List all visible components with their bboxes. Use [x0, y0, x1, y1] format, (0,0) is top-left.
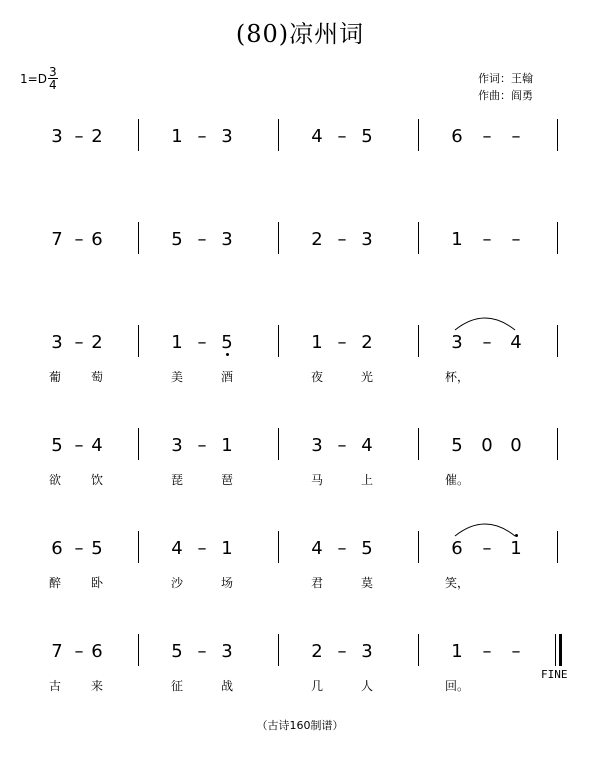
bar-line [278, 428, 279, 460]
dash-note: – [197, 435, 207, 456]
bar-line [557, 428, 558, 460]
dash-note: – [337, 126, 347, 147]
lyric-char: 回。 [445, 679, 470, 693]
dash-note: – [197, 229, 207, 250]
lyric-char: 催。 [445, 473, 470, 487]
bar-line [278, 634, 279, 666]
composer-credit: 作曲：阎勇 [478, 89, 533, 102]
note: 4 [91, 435, 103, 456]
time-signature [48, 66, 58, 91]
note: 0 [510, 435, 522, 456]
note: 5 [51, 435, 63, 456]
dash-note: – [337, 538, 347, 559]
note: 2 [361, 332, 373, 353]
note: 6 [451, 126, 463, 147]
note: 4 [510, 332, 522, 353]
note: 6 [51, 538, 63, 559]
note: 5 [361, 538, 373, 559]
bar-line [418, 119, 419, 151]
note: 5 [171, 229, 183, 250]
note: 1 [451, 229, 463, 250]
dash-note: – [482, 538, 492, 559]
lyric-char: 君 [310, 576, 323, 590]
score-line [0, 332, 600, 412]
note: 2 [91, 332, 103, 353]
dash-note: – [337, 332, 347, 353]
dash-note: – [197, 332, 207, 353]
bar-line [138, 531, 139, 563]
slur [452, 312, 518, 332]
note: 6 [451, 538, 463, 559]
lyric-char: 杯， [445, 370, 470, 384]
bar-line [418, 531, 419, 563]
octave-dot-below [226, 353, 229, 356]
note: 3 [171, 435, 183, 456]
dash-note: – [482, 641, 492, 662]
bar-line [418, 325, 419, 357]
lyric-char: 醉 [48, 576, 61, 590]
bar-line [138, 222, 139, 254]
note: 3 [451, 332, 463, 353]
note: 1 [221, 435, 233, 456]
lyric-char: 卧 [90, 576, 103, 590]
key-prefix: 1=D [20, 71, 47, 86]
score-line [0, 435, 600, 515]
dash-note: – [197, 126, 207, 147]
note: 3 [51, 126, 63, 147]
credits [478, 70, 533, 104]
note: 5 [91, 538, 103, 559]
bar-line [278, 119, 279, 151]
note: 4 [311, 538, 323, 559]
note: 3 [361, 641, 373, 662]
final-barline-thin [555, 634, 556, 666]
note: 4 [311, 126, 323, 147]
song-title: (80)凉州词 [235, 20, 365, 48]
dash-note: – [197, 538, 207, 559]
bar-line [418, 428, 419, 460]
bar-line [418, 222, 419, 254]
dash-note: – [74, 126, 84, 147]
note: 7 [51, 229, 63, 250]
note: 5 [221, 332, 233, 353]
note: 3 [51, 332, 63, 353]
note: 6 [91, 641, 103, 662]
note: 2 [91, 126, 103, 147]
lyric-char: 几 [310, 679, 323, 693]
note: 1 [451, 641, 463, 662]
lyric-char: 人 [360, 679, 373, 693]
dash-note: – [74, 435, 84, 456]
bar-line [557, 531, 558, 563]
score-line [0, 229, 600, 309]
score-line [0, 641, 600, 721]
footer-note: （古诗160制谱） [256, 719, 344, 732]
note: 1 [171, 126, 183, 147]
dash-note: – [511, 229, 521, 250]
note: 1 [221, 538, 233, 559]
slur [452, 518, 518, 538]
dash-note: – [482, 332, 492, 353]
note: 5 [171, 641, 183, 662]
time-beats: 3 [48, 65, 57, 79]
lyric-char: 沙 [170, 576, 183, 590]
dash-note: – [74, 641, 84, 662]
dash-note: – [197, 641, 207, 662]
lyric-char: 美 [170, 370, 183, 384]
dash-note: – [74, 332, 84, 353]
lyric-char: 酒 [220, 370, 233, 384]
note: 7 [51, 641, 63, 662]
bar-line [138, 428, 139, 460]
bar-line [557, 222, 558, 254]
dash-note: – [337, 229, 347, 250]
dash-note: – [511, 126, 521, 147]
score-line [0, 538, 600, 618]
lyric-char: 光 [360, 370, 373, 384]
lyric-char: 萄 [90, 370, 103, 384]
note: 6 [91, 229, 103, 250]
dash-note: – [482, 126, 492, 147]
note: 3 [311, 435, 323, 456]
bar-line [138, 325, 139, 357]
dash-note: – [74, 229, 84, 250]
note: 2 [311, 641, 323, 662]
note: 4 [361, 435, 373, 456]
score-line [0, 126, 600, 206]
time-unit: 4 [48, 78, 57, 92]
lyric-char: 征 [170, 679, 183, 693]
lyric-char: 饮 [90, 473, 103, 487]
bar-line [278, 222, 279, 254]
lyric-char: 上 [360, 473, 373, 487]
note: 5 [451, 435, 463, 456]
key-signature [20, 66, 58, 91]
bar-line [138, 119, 139, 151]
lyric-char: 莫 [360, 576, 373, 590]
lyric-char: 马 [310, 473, 323, 487]
final-barline-thick [559, 634, 562, 666]
note: 3 [221, 229, 233, 250]
note: 3 [221, 126, 233, 147]
lyric-char: 琵 [170, 473, 183, 487]
lyric-char: 场 [220, 576, 233, 590]
bar-line [418, 634, 419, 666]
bar-line [138, 634, 139, 666]
lyric-char: 夜 [310, 370, 323, 384]
lyricist-credit: 作词：王翰 [478, 72, 533, 85]
bar-line [557, 119, 558, 151]
note: 1 [171, 332, 183, 353]
note: 1 [510, 538, 522, 559]
dash-note: – [337, 641, 347, 662]
note: 5 [361, 126, 373, 147]
note: 2 [311, 229, 323, 250]
lyric-char: 琶 [220, 473, 233, 487]
lyric-char: 来 [90, 679, 103, 693]
lyric-char: 葡 [48, 370, 61, 384]
lyric-char: 欲 [48, 473, 61, 487]
bar-line [278, 325, 279, 357]
note: 4 [171, 538, 183, 559]
note: 3 [221, 641, 233, 662]
lyric-char: 战 [220, 679, 233, 693]
bar-line [278, 531, 279, 563]
note: 0 [481, 435, 493, 456]
lyric-char: 笑， [445, 576, 470, 590]
dash-note: – [511, 641, 521, 662]
dash-note: – [74, 538, 84, 559]
fine-marker: FINE [541, 668, 568, 681]
note: 3 [361, 229, 373, 250]
lyric-char: 古 [48, 679, 61, 693]
dash-note: – [337, 435, 347, 456]
dash-note: – [482, 229, 492, 250]
note: 1 [311, 332, 323, 353]
bar-line [557, 325, 558, 357]
